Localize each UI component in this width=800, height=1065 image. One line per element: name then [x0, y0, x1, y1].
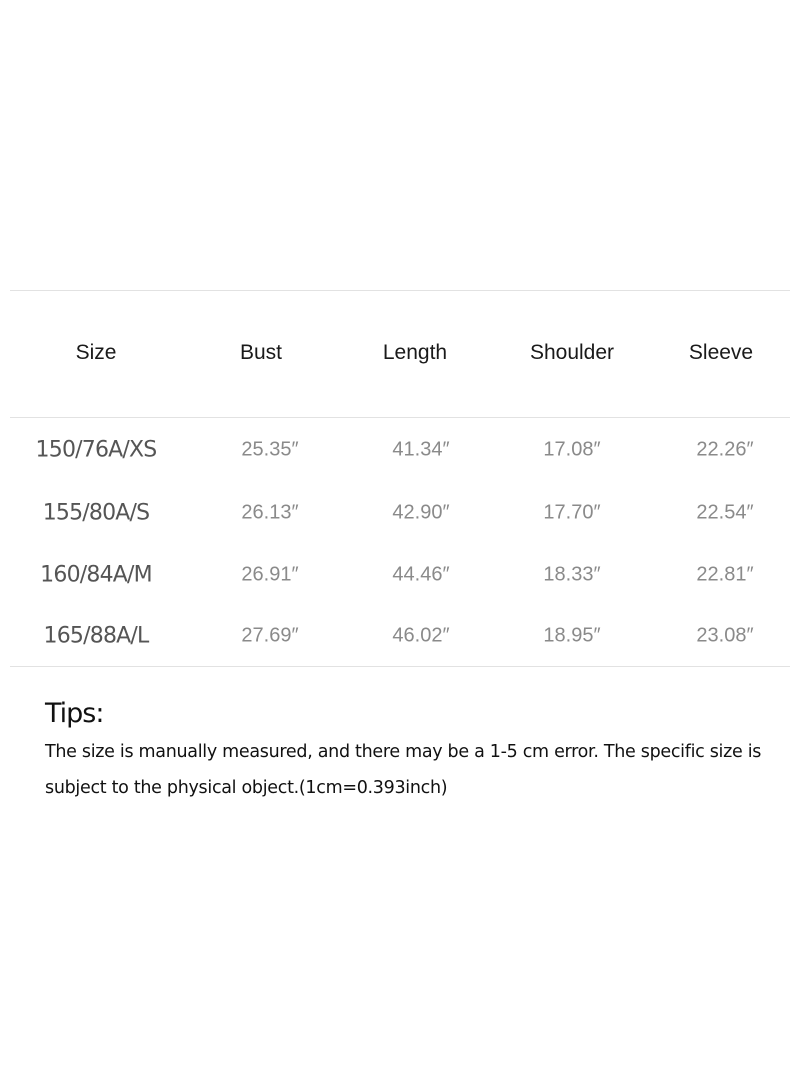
table-cell-bust: 26.91″: [241, 563, 299, 586]
table-cell-bust: 26.13″: [241, 501, 299, 524]
table-row-size: 160/84A/M: [40, 562, 152, 588]
header-divider: [10, 417, 790, 418]
table-cell-sleeve: 22.54″: [696, 501, 754, 524]
table-cell-sleeve: 23.08″: [696, 624, 754, 647]
table-cell-length: 44.46″: [392, 563, 450, 586]
column-header-sleeve: Sleeve: [688, 341, 754, 364]
top-divider: [10, 290, 790, 291]
table-cell-sleeve: 22.81″: [696, 563, 754, 586]
column-header-length: Length: [382, 341, 448, 364]
column-header-bust: Bust: [239, 341, 283, 364]
table-cell-bust: 25.35″: [241, 438, 299, 461]
tips-text: The size is manually measured, and there may be a 1-5 cm error. The specific size is subject to the physical object.(1cm=0.393inch): [45, 742, 762, 798]
table-cell-length: 42.90″: [392, 501, 450, 524]
table-cell-length: 41.34″: [392, 438, 450, 461]
table-row-size: 165/88A/L: [43, 623, 149, 649]
table-row-size: 150/76A/XS: [35, 437, 157, 463]
table-cell-shoulder: 18.95″: [543, 624, 601, 647]
table-cell-length: 46.02″: [392, 624, 450, 647]
table-cell-bust: 27.69″: [241, 624, 299, 647]
table-cell-shoulder: 17.08″: [543, 438, 601, 461]
tips-title: Tips:: [45, 698, 104, 729]
table-row-size: 155/80A/S: [42, 500, 150, 526]
column-header-size: Size: [75, 341, 117, 364]
table-cell-sleeve: 22.26″: [696, 438, 754, 461]
column-header-shoulder: Shoulder: [529, 341, 615, 364]
table-cell-shoulder: 18.33″: [543, 563, 601, 586]
table-cell-shoulder: 17.70″: [543, 501, 601, 524]
bottom-divider: [10, 666, 790, 667]
